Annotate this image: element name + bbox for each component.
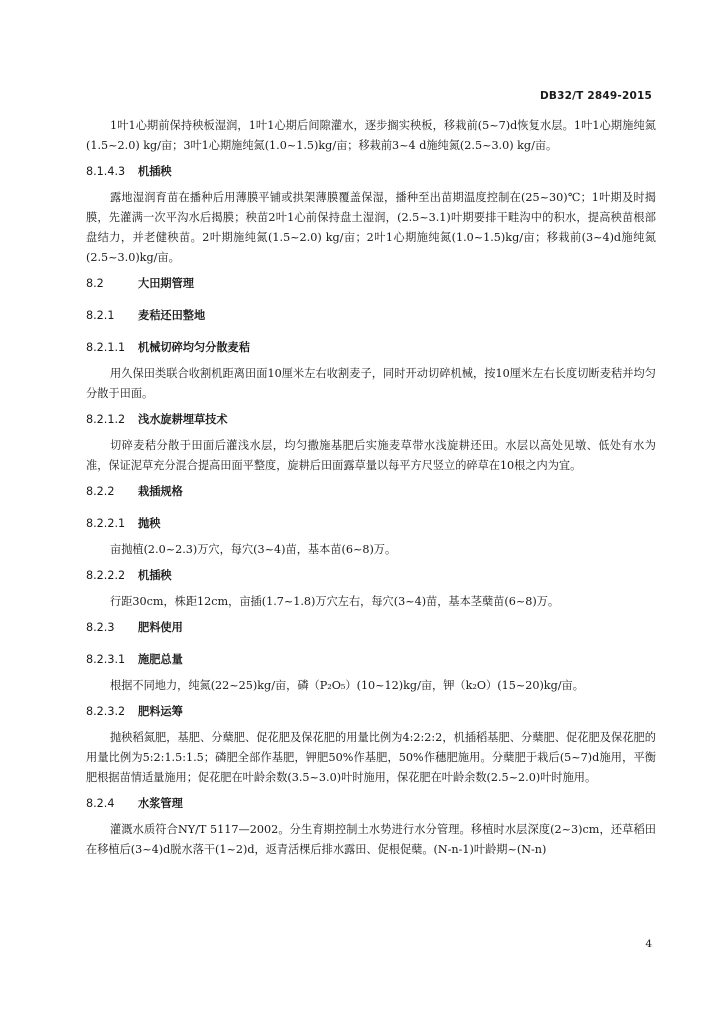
section-number: 8.2.2.1: [86, 517, 126, 530]
section-title: 机插秧: [138, 165, 172, 178]
section-title: 机械切碎均匀分散麦秸: [138, 341, 250, 354]
section-number: 8.2.3: [86, 621, 115, 634]
body-paragraph: 灌溉水质符合NY/T 5117—2002。分生育期控制土水势进行水分管理。移植时水层深度(2~3)cm，还草稻田在移植后(3~4)d脱水落干(1~2)d，返青活棵后排水露田、促根促蘖。(N-n-1)叶龄期~(N-n): [86, 823, 656, 856]
section-heading: [86, 482, 656, 502]
body-paragraph: 切碎麦秸分散于田面后灌浅水层，均匀撒施基肥后实施麦草带水浅旋耕还田。水层以高处见墩、低处有水为准，保证泥草充分混合提高田面平整度，旋耕后田面露草量以每平方尺竖立的碎草在10根之内为宜。: [86, 439, 656, 472]
section-number: 8.2.2.2: [86, 569, 126, 582]
section-title: 浅水旋耕埋草技术: [138, 413, 228, 426]
section-title: 肥料使用: [138, 621, 183, 634]
section-heading: [86, 274, 656, 294]
section-number: 8.2.1: [86, 309, 115, 322]
section-heading: [86, 410, 656, 430]
section-heading: [86, 306, 656, 326]
section-title: 栽插规格: [138, 485, 183, 498]
document-body: [86, 116, 656, 860]
section-number: 8.1.4.3: [86, 165, 126, 178]
section-title: 大田期管理: [138, 277, 194, 290]
section-heading: [86, 794, 656, 814]
section-heading: [86, 650, 656, 670]
section-title: 肥料运筹: [138, 705, 183, 718]
body-paragraph: 行距30cm，株距12cm，亩插(1.7~1.8)万穴左右，每穴(3~4)苗，基本茎蘖苗(6~8)万。: [110, 595, 560, 608]
body-paragraph: 亩抛植(2.0~2.3)万穴，每穴(3~4)苗，基本苗(6~8)万。: [110, 543, 397, 556]
body-paragraph: 露地湿润育苗在播种后用薄膜平铺或拱架薄膜覆盖保湿，播种至出苗期温度控制在(25~30)℃；1叶期及时揭膜，先灌满一次平沟水后揭膜；秧苗2叶1心前保持盘土湿润，(2.5~3.1)叶期要排干畦沟中的积水，提高秧苗根部盘结力，并老健秧苗。2叶期施纯氮(1.5~2.0) kg/亩；2叶1心期施纯氮(1.0~1.5)kg/亩；移栽前(3~4)d施纯氮(2.5~3.0)kg/亩。: [86, 191, 656, 264]
section-title: 麦秸还田整地: [138, 309, 206, 322]
section-title: 抛秧: [138, 517, 161, 530]
body-paragraph: 根据不同地力，纯氮(22~25)kg/亩，磷（P₂O₅）(10~12)kg/亩，钾（k₂O）(15~20)kg/亩。: [110, 679, 584, 692]
page-number: 4: [645, 938, 652, 950]
section-heading: [86, 162, 656, 182]
section-title: 机插秧: [138, 569, 172, 582]
section-heading: [86, 702, 656, 722]
section-number: 8.2.4: [86, 797, 115, 810]
section-heading: [86, 514, 656, 534]
section-number: 8.2.1.1: [86, 341, 126, 354]
section-number: 8.2.3.1: [86, 653, 126, 666]
section-heading: [86, 618, 656, 638]
section-title: 水浆管理: [138, 797, 183, 810]
section-number: 8.2.1.2: [86, 413, 126, 426]
section-heading: [86, 566, 656, 586]
section-number: 8.2.2: [86, 485, 115, 498]
section-title: 施肥总量: [138, 653, 183, 666]
body-paragraph: 抛秧稻氮肥，基肥、分蘖肥、促花肥及保花肥的用量比例为4:2:2:2，机插稻基肥、分蘖肥、促花肥及保花肥的用量比例为5:2:1.5:1.5；磷肥全部作基肥，钾肥50%作基肥，50%作穗肥施用。分蘖肥于栽后(5~7)d施用，平衡肥根据苗情适量施用；促花肥在叶龄余数(3.5~3.0)叶时施用，保花肥在叶龄余数(2.5~2.0)叶时施用。: [86, 731, 656, 784]
section-number: 8.2.3.2: [86, 705, 126, 718]
section-number: 8.2: [86, 277, 104, 290]
body-paragraph: 1叶1心期前保持秧板湿润，1叶1心期后间隙灌水，逐步搁实秧板，移栽前(5~7)d恢复水层。1叶1心期施纯氮(1.5~2.0) kg/亩；3叶1心期施纯氮(1.0~1.5)kg/亩；移栽前3~4 d施纯氮(2.5~3.0) kg/亩。: [86, 119, 656, 152]
section-heading: [86, 338, 656, 358]
body-paragraph: 用久保田类联合收割机距离田面10厘米左右收割麦子，同时开动切碎机械，按10厘米左右长度切断麦秸并均匀分散于田面。: [86, 367, 656, 400]
standard-code: DB32/T 2849-2015: [540, 90, 652, 102]
